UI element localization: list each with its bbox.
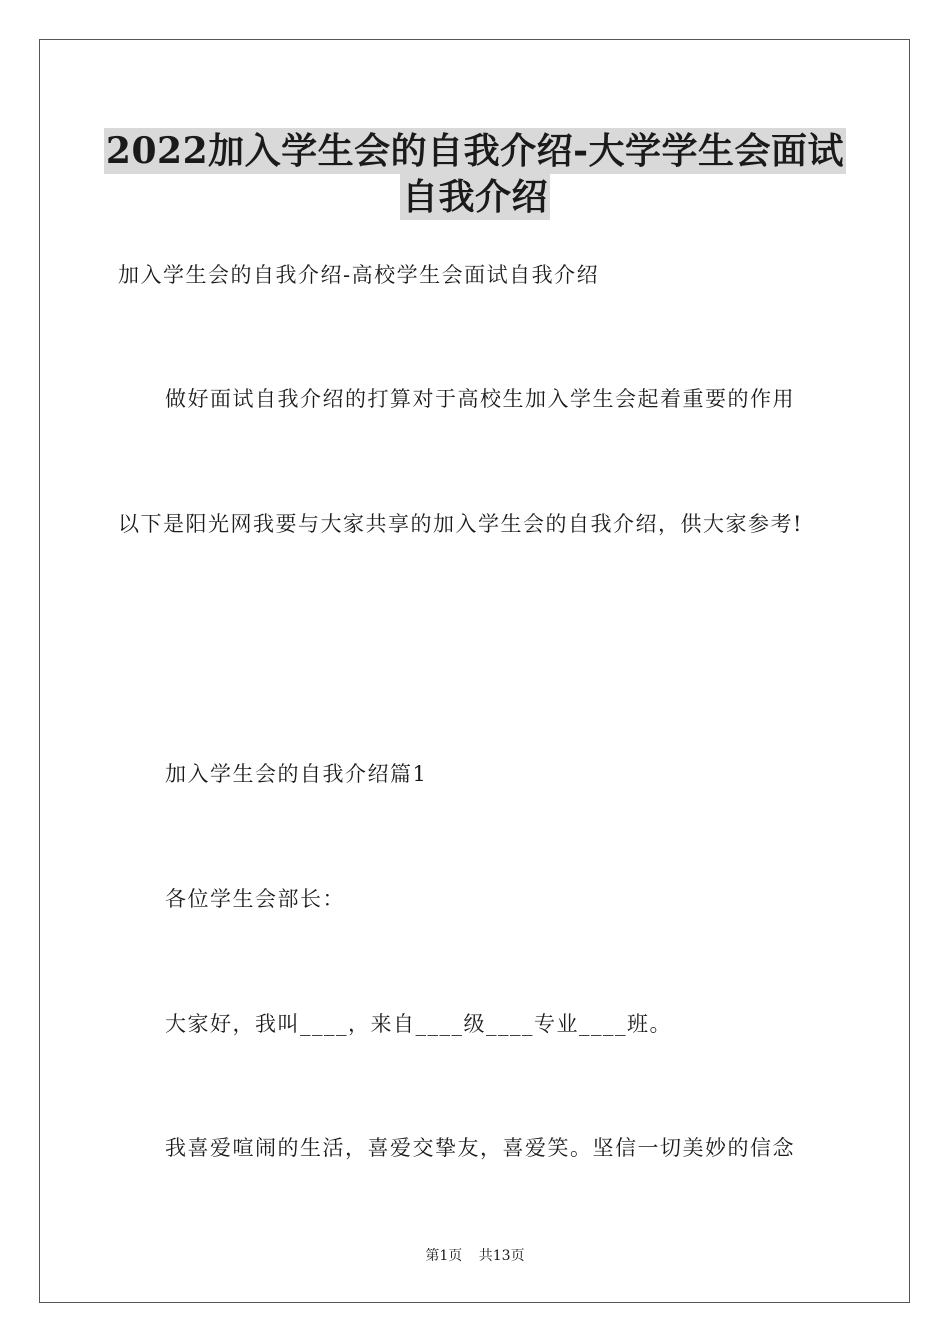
title-line-1: 2022加入学生会的自我介绍-大学学生会面试	[105, 130, 845, 172]
page-border	[39, 39, 910, 1303]
page-footer	[0, 1247, 950, 1265]
page-total: 共13页	[478, 1248, 525, 1264]
title-line-2: 自我介绍	[401, 176, 548, 218]
paragraph-intro-continued: 以下是阳光网我要与大家共享的加入学生会的自我介绍，供大家参考!	[118, 512, 803, 536]
paragraph-self-intro: 大家好，我叫____，来自____级____专业____班。	[165, 1012, 672, 1036]
paragraph-hobbies: 我喜爱喧闹的生活，喜爱交挚友，喜爱笑。坚信一切美妙的信念	[165, 1136, 795, 1160]
section-heading: 加入学生会的自我介绍篇1	[165, 762, 428, 786]
page-number: 第1页	[425, 1248, 463, 1264]
paragraph-subtitle: 加入学生会的自我介绍-高校学生会面试自我介绍	[118, 263, 600, 287]
paragraph-intro: 做好面试自我介绍的打算对于高校生加入学生会起着重要的作用	[165, 387, 795, 411]
paragraph-greeting: 各位学生会部长：	[165, 887, 345, 911]
document-title	[0, 128, 950, 220]
